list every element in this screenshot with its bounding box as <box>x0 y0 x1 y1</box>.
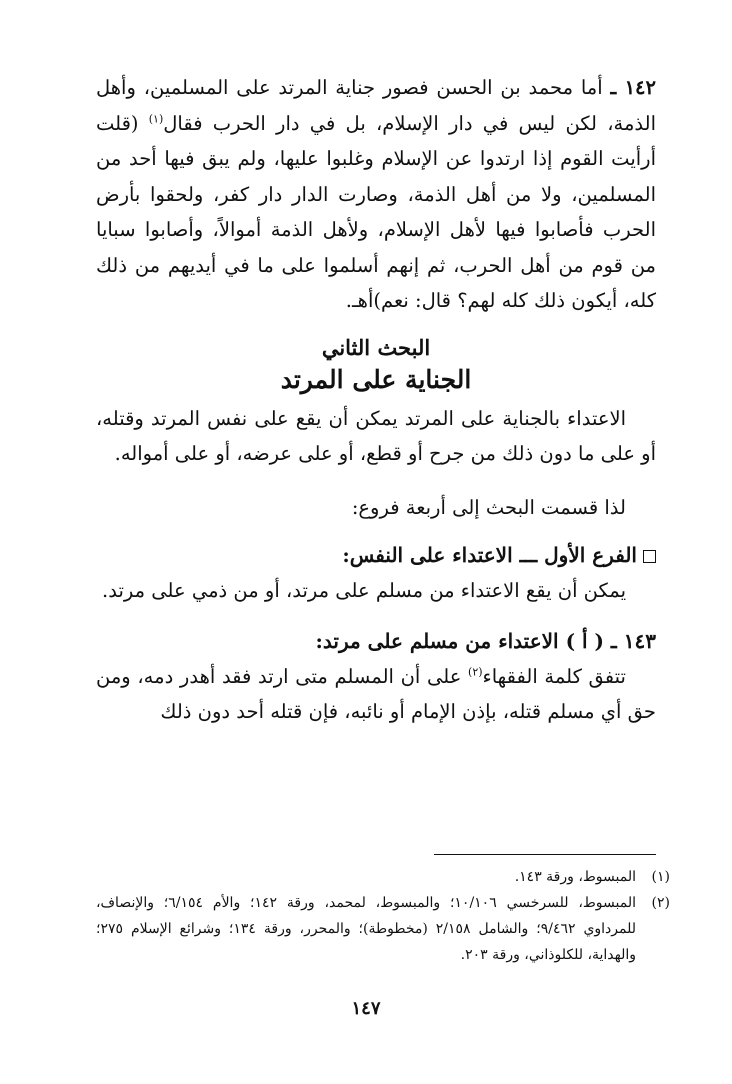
footnote-1 <box>96 864 670 890</box>
division-paragraph: لذا قسمت البحث إلى أربعة فروع: <box>351 495 626 519</box>
paragraph-text: أما محمد بن الحسن فصور جناية المرتد على المسلمين، وأهل الذمة، لكن ليس في دار الإسلام، بل في دار الحرب فقال <box>96 76 656 135</box>
branch-paragraph: يمكن أن يقع الاعتداء من مسلم على مرتد، أو من ذمي على مرتد. <box>102 579 626 602</box>
footnote-ref[interactable]: (١) <box>148 112 164 125</box>
section-title: الجناية على المرتد <box>280 364 472 394</box>
paragraph-number: ١٤٢ ـ <box>610 76 656 99</box>
paragraph-142 <box>96 70 656 319</box>
footnote-text: المبسوط، ورقة ١٤٣. <box>514 869 636 885</box>
branch-heading <box>96 537 656 573</box>
square-bullet-icon <box>643 550 656 563</box>
paragraph-text: تتفق كلمة الفقهاء <box>482 664 626 688</box>
branch-title: الفرع الأول ـــ الاعتداء على النفس: <box>342 543 637 567</box>
footnotes <box>96 864 670 968</box>
page-body <box>96 70 656 730</box>
footnote-mark: (١) <box>651 869 670 885</box>
footnote-2 <box>96 890 670 968</box>
section-number-heading: البحث الثاني <box>321 334 431 360</box>
footnote-divider <box>434 854 656 855</box>
page-number: ١٤٧ <box>351 998 381 1019</box>
intro-paragraph: الاعتداء بالجناية على المرتد يمكن أن يقع على نفس المرتد وقتله، أو على ما دون ذلك من جرح أو قطع، أو على عرضه، أو على أمواله. <box>96 406 656 465</box>
footnote-ref[interactable]: (٢) <box>468 665 483 678</box>
paragraph-text-cont: (قلت أرأيت القوم إذا ارتدوا عن الإسلام وغلبوا عليها، ولم يبق فيها أحد من المسلمين، ولا من أهل الذمة، وصارت الدار دار كفر، ولحقوا بأرض الحرب فأصابوا فيها لأهل الإسلام، ولأهل الذمة أموالاً، وأصابوا سبايا من قوم من أهل الحرب، ثم إنهم أسلموا على ما في أيديهم من ذلك كله، أيكون ذلك كله لهم؟ قال: نعم)أهـ. <box>96 111 656 312</box>
paragraph-text-cont: على أن المسلم متى ارتد فقد أهدر دمه، ومن حق أي مسلم قتله، بإذن الإمام أو نائبه، فإن قتله أحد دون ذلك <box>96 664 656 723</box>
subsection-heading-143: ١٤٣ ـ ( أ ) الاعتداء من مسلم على مرتد: <box>315 628 656 653</box>
paragraph-143 <box>96 659 656 730</box>
footnote-text: المبسوط، للسرخسي ١٠/١٠٦؛ والمبسوط، لمحمد، ورقة ١٤٢؛ والأم ٦/١٥٤؛ والإنصاف، للمرداوي ٩/٤٦٢؛ والشامل ٢/١٥٨ (مخطوطة)؛ والمحرر، ورقة ١٣٤؛ وشرائع الإسلام ٢٧٥؛ والهداية، للكلوذاني، ورقة ٢٠٣. <box>96 895 637 963</box>
footnote-mark: (٢) <box>651 895 670 911</box>
